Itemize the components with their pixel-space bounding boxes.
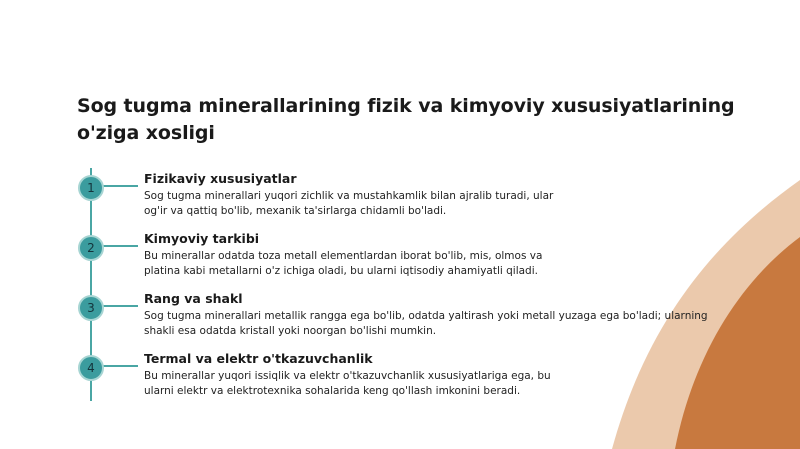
timeline-item-chemical — [144, 231, 549, 278]
page-title: Sog tugma minerallarining fizik va kimyoviy xususiyatlarining o'ziga xosligi — [77, 95, 735, 144]
item-title: Rang va shakl — [144, 291, 243, 306]
item-body: Bu minerallar yuqori issiqlik va elektr o'tkazuvchanlik xususiyatlariga ega, bu ularni elektr va elektrotexnika sohalarida keng qo'llash imkonini beradi. — [144, 370, 551, 397]
item-title: Fizikaviy xususiyatlar — [144, 171, 297, 186]
timeline-item-conductivity — [144, 351, 554, 398]
item-body: Sog tugma minerallari yuqori zichlik va mustahkamlik bilan ajralib turadi, ular og'ir va qattiq bo'lib, mexanik ta'sirlarga chidamli bo'ladi. — [144, 190, 554, 217]
item-body: Bu minerallar odatda toza metall elementlardan iborat bo'lib, mis, olmos va platina kabi metallarni o'z ichiga oladi, bu ularni iqtisodiy ahamiyatli qiladi. — [144, 250, 543, 277]
item-body: Sog tugma minerallari metallik rangga ega bo'lib, odatda yaltirash yoki metall yuzaga ega bo'ladi; ularning shakli esa odatda kristall yoki noorgan bo'lishi mumkin. — [144, 310, 708, 337]
timeline-item-physical — [144, 171, 554, 218]
timeline-marker-1: 1 — [78, 175, 104, 201]
item-title: Termal va elektr o'tkazuvchanlik — [144, 351, 373, 366]
timeline-item-color-shape — [144, 291, 734, 338]
item-title: Kimyoviy tarkibi — [144, 231, 260, 246]
timeline-marker-4: 4 — [78, 355, 104, 381]
timeline-marker-2: 2 — [78, 235, 104, 261]
timeline-marker-3: 3 — [78, 295, 104, 321]
